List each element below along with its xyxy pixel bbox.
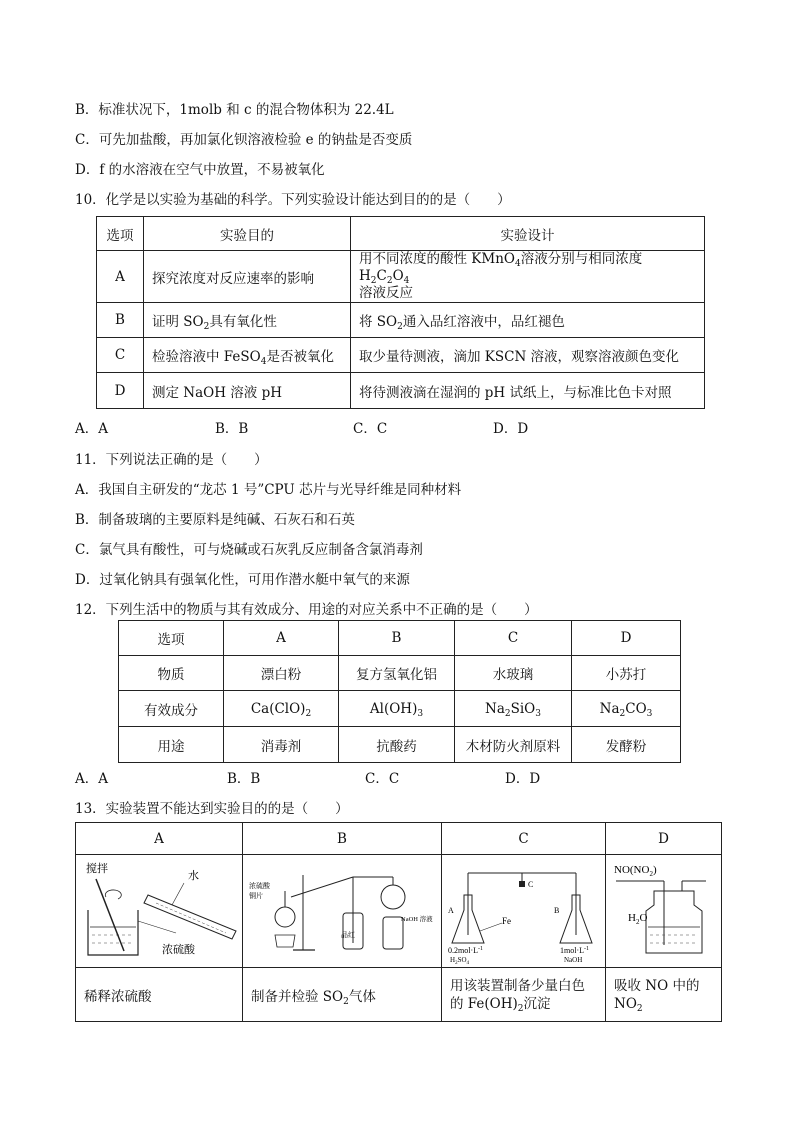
label-naoh-solution: NaOH 溶液 xyxy=(401,916,433,923)
table-row xyxy=(119,691,681,727)
label-h2so4: $H_2SO_4$ xyxy=(450,956,470,966)
q12-header-c: C xyxy=(455,621,572,656)
q12-option-c[interactable]: C．C xyxy=(365,771,400,787)
q10-stem: 10．化学是以实验为基础的科学。下列实验设计能达到目的的是（ ） xyxy=(75,192,511,208)
q13-diagram-b xyxy=(243,855,442,968)
q10-options xyxy=(75,417,575,435)
table-row xyxy=(76,823,722,855)
table-row xyxy=(76,968,722,1022)
q10-header-purpose: 实验目的 xyxy=(144,217,351,251)
q9-option-d: D．f 的水溶液在空气中放置，不易被氧化 xyxy=(75,162,325,178)
q10-header-option: 选项 xyxy=(97,217,144,251)
q12-cell: 复方氢氧化铝 xyxy=(339,656,455,691)
label-fuchsin: 品红 xyxy=(341,931,355,939)
q12-header-option: 选项 xyxy=(119,621,224,656)
q10-row-d-design: 将待测液滴在湿润的 pH 试纸上，与标准比色卡对照 xyxy=(351,373,705,409)
label-flask-a: A xyxy=(448,906,454,915)
table-row xyxy=(119,656,681,691)
label-water: 水 xyxy=(188,870,199,882)
q12-cell: 小苏打 xyxy=(572,656,681,691)
q11-option-c[interactable]: C．氯气具有酸性，可与烧碱或石灰乳反应制备含氯消毒剂 xyxy=(75,542,423,558)
q13-diagram-c xyxy=(442,855,606,968)
label-flask-b: B xyxy=(554,906,560,915)
q11-option-b[interactable]: B．制备玻璃的主要原料是纯碱、石灰石和石英 xyxy=(75,512,355,528)
label-copper: 铜片 xyxy=(249,892,263,900)
label-conc-sulfuric-acid: 浓硫酸 xyxy=(162,944,195,956)
q13-diagram-d xyxy=(606,855,722,968)
q10-row-b-design: 将 $SO_2$通入品红溶液中，品红褪色 xyxy=(351,303,705,338)
q10-row-b-option: B xyxy=(97,303,144,338)
q13-header-d: D xyxy=(606,823,722,855)
q12-options xyxy=(75,767,575,785)
q10-row-b-purpose: 证明 $SO_2$具有氧化性 xyxy=(144,303,351,338)
q12-table xyxy=(118,620,681,763)
q10-table xyxy=(96,216,705,409)
label-water: $H_2O$ xyxy=(628,912,648,926)
q12-cell: 消毒剂 xyxy=(224,727,339,763)
q10-row-c-design: 取少量待测液，滴加 KSCN 溶液，观察溶液颜色变化 xyxy=(351,338,705,373)
q10-row-d-purpose: 测定 NaOH 溶液 pH xyxy=(144,373,351,409)
dilution-apparatus-diagram xyxy=(76,855,241,963)
table-row xyxy=(97,303,705,338)
q10-option-b[interactable]: B．B xyxy=(215,421,249,437)
q13-header-c: C xyxy=(442,823,606,855)
q9-option-c: C．可先加盐酸，再加氯化钡溶液检验 e 的钠盐是否变质 xyxy=(75,132,413,148)
label-clamp-c: C xyxy=(528,880,534,889)
label-conc-sulfuric-acid: 浓硫酸 xyxy=(249,882,270,890)
q13-caption-b: 制备并检验 $SO_2$气体 xyxy=(243,968,442,1022)
q11-option-d[interactable]: D．过氧化钠具有强氧化性，可用作潜水艇中氧气的来源 xyxy=(75,572,410,588)
table-row xyxy=(97,373,705,409)
q10-row-a-design: 用不同浓度的酸性 KMnO$_4$溶液分别与相同浓度 $H_2C_2O_4$ 溶液反应 xyxy=(351,251,705,303)
q12-cell: $Al(OH)_3$ xyxy=(339,691,455,727)
q12-header-d: D xyxy=(572,621,681,656)
q12-cell: 漂白粉 xyxy=(224,656,339,691)
q11-option-a[interactable]: A．我国自主研发的“龙芯 1 号”CPU 芯片与光导纤维是同种材料 xyxy=(75,482,462,498)
table-row xyxy=(97,338,705,373)
q10-row-c-purpose: 检验溶液中 FeSO$_4$是否被氧化 xyxy=(144,338,351,373)
label-iron: Fe xyxy=(502,916,511,926)
q9-option-b: B．标准状况下，1molb 和 c 的混合物体积为 22.4L xyxy=(75,102,394,118)
q10-row-d-option: D xyxy=(97,373,144,409)
q12-stem: 12．下列生活中的物质与其有效成分、用途的对应关系中不正确的是（ ） xyxy=(75,602,538,618)
q12-option-d[interactable]: D．D xyxy=(505,771,541,787)
label-stir: 搅拌 xyxy=(86,863,108,875)
q12-cell: $Na_2CO_3$ xyxy=(572,691,681,727)
table-row xyxy=(76,855,722,968)
q13-header-a: A xyxy=(76,823,243,855)
q12-cell: $Na_2SiO_3$ xyxy=(455,691,572,727)
feoh2-apparatus-diagram xyxy=(442,855,604,966)
q13-diagram-a xyxy=(76,855,243,968)
q12-label-component: 有效成分 xyxy=(119,691,224,727)
q12-header-b: B xyxy=(339,621,455,656)
label-no-gas: $NO(NO_2)$ xyxy=(614,864,657,878)
table-row xyxy=(97,251,705,303)
q12-cell: 抗酸药 xyxy=(339,727,455,763)
q12-cell: $Ca(ClO)_2$ xyxy=(224,691,339,727)
q10-option-d[interactable]: D．D xyxy=(493,421,529,437)
q12-header-a: A xyxy=(224,621,339,656)
q10-row-a-purpose: 探究浓度对反应速率的影响 xyxy=(144,251,351,303)
q12-option-b[interactable]: B．B xyxy=(227,771,261,787)
q10-header-design: 实验设计 xyxy=(351,217,705,251)
label-naoh: NaOH xyxy=(564,956,583,964)
table-row xyxy=(119,727,681,763)
q13-caption-a: 稀释浓硫酸 xyxy=(76,968,243,1022)
q10-row-c-option: C xyxy=(97,338,144,373)
q12-option-a[interactable]: A．A xyxy=(75,771,108,787)
so2-apparatus-diagram xyxy=(243,855,441,963)
table-row xyxy=(119,621,681,656)
q12-cell: 水玻璃 xyxy=(455,656,572,691)
q13-header-b: B xyxy=(243,823,442,855)
label-naoh-conc: $1mol\cdot L^{-1}$ xyxy=(560,946,589,955)
q13-stem: 13．实验装置不能达到实验目的的是（ ） xyxy=(75,801,349,817)
q12-cell: 发酵粉 xyxy=(572,727,681,763)
q12-label-use: 用途 xyxy=(119,727,224,763)
label-h2so4-conc: $0.2mol\cdot L^{-1}$ xyxy=(448,946,483,955)
q12-label-substance: 物质 xyxy=(119,656,224,691)
q10-option-a[interactable]: A．A xyxy=(75,421,108,437)
gas-wash-bottle-diagram xyxy=(606,855,718,963)
q11-stem: 11．下列说法正确的是（ ） xyxy=(75,452,268,468)
q10-option-c[interactable]: C．C xyxy=(353,421,388,437)
q13-table xyxy=(75,822,722,1022)
q10-row-a-option: A xyxy=(97,251,144,303)
q13-caption-d: 吸收 NO 中的 $NO_2$ xyxy=(606,968,722,1022)
q12-cell: 木材防火剂原料 xyxy=(455,727,572,763)
q13-caption-c: 用该装置制备少量白色 的 $Fe(OH)_2$沉淀 xyxy=(442,968,606,1022)
